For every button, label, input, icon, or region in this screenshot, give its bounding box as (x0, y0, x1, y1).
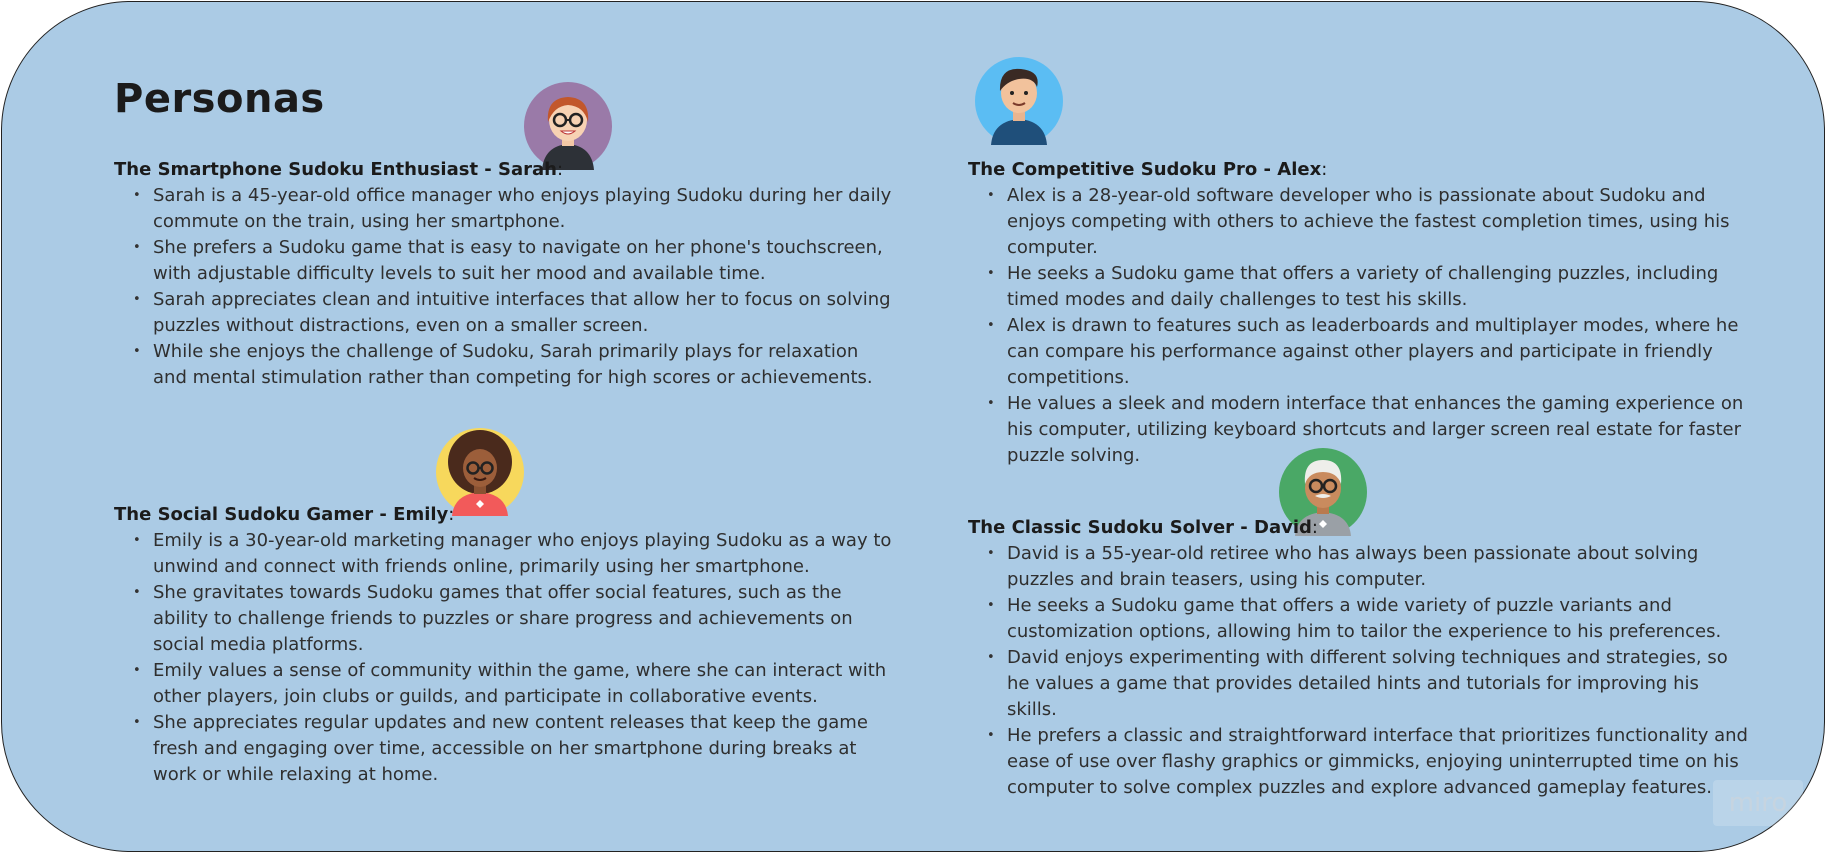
persona-bullet-list (114, 183, 894, 391)
miro-watermark-logo: miro (1713, 780, 1803, 826)
persona-david (968, 515, 1748, 801)
list-item: • While she enjoys the challenge of Sudoku, Sarah primarily plays for relaxation and mental stimulation rather than competing for high scores or achievements. (153, 339, 894, 391)
heading-colon: : (1321, 159, 1328, 180)
list-item: • David is a 55-year-old retiree who has always been passionate about solving puzzles and brain teasers, using his computer. (1007, 541, 1748, 593)
persona-sarah (114, 157, 894, 391)
persona-name: The Social Sudoku Gamer - Emily (114, 504, 449, 525)
list-item: • David enjoys experimenting with different solving techniques and strategies, so he values a game that provides detailed hints and tutorials for improving his skills. (1007, 645, 1748, 723)
persona-alex (968, 157, 1748, 469)
heading-colon: : (448, 504, 455, 525)
list-item: • She prefers a Sudoku game that is easy to navigate on her phone's touchscreen, with adjustable difficulty levels to suit her mood and available time. (153, 235, 894, 287)
persona-emily (114, 502, 894, 788)
list-item: • Sarah appreciates clean and intuitive interfaces that allow her to focus on solving puzzles without distractions, even on a smaller screen. (153, 287, 894, 339)
man-dark-hair-avatar (975, 57, 1063, 145)
list-item: • He seeks a Sudoku game that offers a wide variety of puzzle variants and customization options, allowing him to tailor the experience to his preferences. (1007, 593, 1748, 645)
persona-name: The Smartphone Sudoku Enthusiast - Sarah (114, 159, 557, 180)
list-item: • He prefers a classic and straightforward interface that prioritizes functionality and ease of use over flashy graphics or gimmicks, enjoying uninterrupted time on his computer to solve complex puzzles and explore advanced gameplay features. (1007, 723, 1748, 801)
list-item: • Emily is a 30-year-old marketing manager who enjoys playing Sudoku as a way to unwind and connect with friends online, primarily using her smartphone. (153, 528, 894, 580)
list-item: • Alex is drawn to features such as leaderboards and multiplayer modes, where he can compare his performance against other players and participate in friendly competitions. (1007, 313, 1748, 391)
heading-colon: : (1311, 517, 1318, 538)
board-title: Personas (114, 76, 325, 122)
list-item: • She gravitates towards Sudoku games that offer social features, such as the ability to challenge friends to puzzles or share progress and achievements on social media platforms. (153, 580, 894, 658)
persona-board (1, 1, 1825, 852)
list-item: • Emily values a sense of community within the game, where she can interact with other players, join clubs or guilds, and participate in collaborative events. (153, 658, 894, 710)
list-item: • Alex is a 28-year-old software developer who is passionate about Sudoku and enjoys competing with others to achieve the fastest completion times, using his computer. (1007, 183, 1748, 261)
persona-heading (968, 515, 1748, 541)
persona-name: The Classic Sudoku Solver - David (968, 517, 1312, 538)
persona-bullet-list (968, 541, 1748, 801)
list-item: • Sarah is a 45-year-old office manager who enjoys playing Sudoku during her daily commute on the train, using her smartphone. (153, 183, 894, 235)
heading-colon: : (557, 159, 564, 180)
persona-heading (968, 157, 1748, 183)
list-item: • She appreciates regular updates and new content releases that keep the game fresh and engaging over time, accessible on her smartphone during breaks at work or while relaxing at home. (153, 710, 894, 788)
persona-heading (114, 157, 894, 183)
persona-bullet-list (114, 528, 894, 788)
list-item: • He values a sleek and modern interface that enhances the gaming experience on his computer, utilizing keyboard shortcuts and larger screen real estate for faster puzzle solving. (1007, 391, 1748, 469)
persona-bullet-list (968, 183, 1748, 469)
list-item: • He seeks a Sudoku game that offers a variety of challenging puzzles, including timed modes and daily challenges to test his skills. (1007, 261, 1748, 313)
persona-name: The Competitive Sudoku Pro - Alex (968, 159, 1322, 180)
persona-heading (114, 502, 894, 528)
